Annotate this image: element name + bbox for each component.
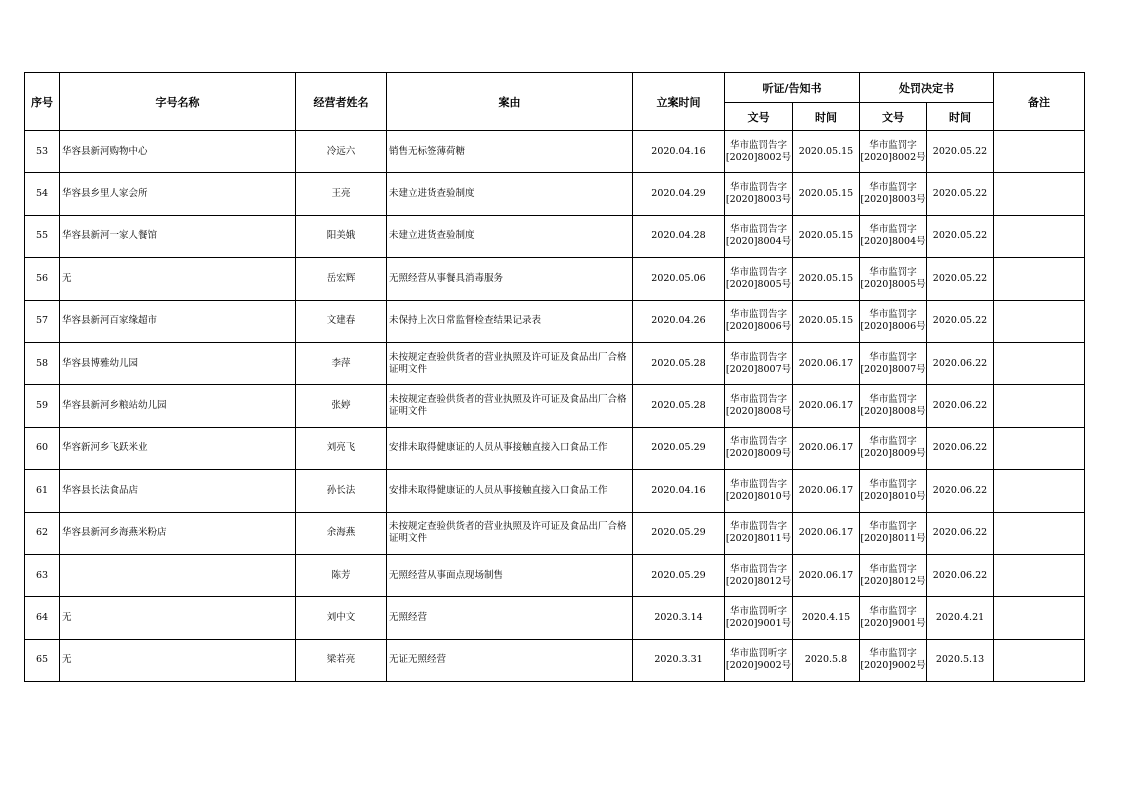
cell-operator: 刘亮飞 [296, 427, 387, 469]
cell-decision-time: 2020.05.22 [927, 215, 994, 257]
cell-notice-doc-no: 华市监罚告字[2020]8006号 [725, 300, 793, 342]
cell-cause: 未建立进货查验制度 [387, 173, 633, 215]
cell-filing-date: 2020.3.14 [633, 597, 725, 639]
cell-notice-doc-no: 华市监罚告字[2020]8007号 [725, 342, 793, 384]
cell-filing-date: 2020.05.06 [633, 258, 725, 300]
cell-remarks [994, 342, 1085, 384]
cell-remarks [994, 554, 1085, 596]
cell-operator: 冷远六 [296, 131, 387, 173]
cell-decision-doc-no: 华市监罚字[2020]9002号 [860, 639, 927, 681]
cell-name: 无 [60, 597, 296, 639]
cell-remarks [994, 427, 1085, 469]
cell-notice-doc-no: 华市监罚听字[2020]9002号 [725, 639, 793, 681]
header-penalty-decision: 处罚决定书 [860, 73, 994, 103]
cell-seq: 54 [25, 173, 60, 215]
cell-filing-date: 2020.05.29 [633, 427, 725, 469]
cell-decision-doc-no: 华市监罚字[2020]8011号 [860, 512, 927, 554]
cell-remarks [994, 215, 1085, 257]
cell-decision-time: 2020.05.22 [927, 131, 994, 173]
table-row [25, 300, 1085, 342]
cell-remarks [994, 173, 1085, 215]
cell-decision-time: 2020.05.22 [927, 258, 994, 300]
cell-decision-doc-no: 华市监罚字[2020]8002号 [860, 131, 927, 173]
cell-seq: 57 [25, 300, 60, 342]
cell-cause: 无照经营从事面点现场制售 [387, 554, 633, 596]
cell-filing-date: 2020.05.28 [633, 342, 725, 384]
table-row [25, 258, 1085, 300]
cell-notice-doc-no: 华市监罚告字[2020]8009号 [725, 427, 793, 469]
cell-notice-time: 2020.4.15 [793, 597, 860, 639]
cell-remarks [994, 258, 1085, 300]
cell-notice-time: 2020.05.15 [793, 300, 860, 342]
cell-seq: 64 [25, 597, 60, 639]
cell-notice-time: 2020.06.17 [793, 427, 860, 469]
cell-seq: 59 [25, 385, 60, 427]
table-row [25, 173, 1085, 215]
cell-cause: 未按规定查验供货者的营业执照及许可证及食品出厂合格证明文件 [387, 342, 633, 384]
cell-decision-doc-no: 华市监罚字[2020]8007号 [860, 342, 927, 384]
cell-notice-doc-no: 华市监罚听字[2020]9001号 [725, 597, 793, 639]
cell-notice-time: 2020.06.17 [793, 512, 860, 554]
cell-operator: 文建春 [296, 300, 387, 342]
header-name: 字号名称 [60, 73, 296, 131]
cell-notice-doc-no: 华市监罚告字[2020]8005号 [725, 258, 793, 300]
table-row [25, 554, 1085, 596]
cell-filing-date: 2020.04.28 [633, 215, 725, 257]
cell-cause: 销售无标签薄荷糖 [387, 131, 633, 173]
cell-name: 华容县博雅幼儿园 [60, 342, 296, 384]
header-hearing-notice: 听证/告知书 [725, 73, 860, 103]
cell-notice-time: 2020.05.15 [793, 131, 860, 173]
cell-decision-time: 2020.06.22 [927, 470, 994, 512]
table-row [25, 215, 1085, 257]
header-notice-doc-no: 文号 [725, 103, 793, 131]
cell-operator: 张婷 [296, 385, 387, 427]
cell-seq: 56 [25, 258, 60, 300]
cell-operator: 梁若亮 [296, 639, 387, 681]
table-row [25, 597, 1085, 639]
cell-decision-doc-no: 华市监罚字[2020]8003号 [860, 173, 927, 215]
header-decision-time: 时间 [927, 103, 994, 131]
cell-filing-date: 2020.3.31 [633, 639, 725, 681]
cell-notice-time: 2020.06.17 [793, 342, 860, 384]
cell-seq: 58 [25, 342, 60, 384]
cell-cause: 安排未取得健康证的人员从事接触直接入口食品工作 [387, 470, 633, 512]
cell-notice-doc-no: 华市监罚告字[2020]8010号 [725, 470, 793, 512]
cell-operator: 陈芳 [296, 554, 387, 596]
cell-remarks [994, 385, 1085, 427]
cell-cause: 未建立进货查验制度 [387, 215, 633, 257]
cell-notice-time: 2020.06.17 [793, 385, 860, 427]
cell-notice-time: 2020.05.15 [793, 258, 860, 300]
cell-filing-date: 2020.05.28 [633, 385, 725, 427]
cell-decision-doc-no: 华市监罚字[2020]8004号 [860, 215, 927, 257]
cell-name: 华容新河乡飞跃米业 [60, 427, 296, 469]
cell-remarks [994, 131, 1085, 173]
cell-name: 无 [60, 258, 296, 300]
cell-name: 华容县新河一家人餐馆 [60, 215, 296, 257]
cell-notice-time: 2020.05.15 [793, 173, 860, 215]
cell-decision-time: 2020.06.22 [927, 385, 994, 427]
table-row [25, 427, 1085, 469]
cell-decision-time: 2020.06.22 [927, 512, 994, 554]
cell-filing-date: 2020.04.29 [633, 173, 725, 215]
cell-decision-doc-no: 华市监罚字[2020]8009号 [860, 427, 927, 469]
cell-notice-doc-no: 华市监罚告字[2020]8002号 [725, 131, 793, 173]
cell-decision-doc-no: 华市监罚字[2020]8008号 [860, 385, 927, 427]
cell-notice-doc-no: 华市监罚告字[2020]8004号 [725, 215, 793, 257]
cell-decision-doc-no: 华市监罚字[2020]8005号 [860, 258, 927, 300]
cell-decision-doc-no: 华市监罚字[2020]9001号 [860, 597, 927, 639]
cell-filing-date: 2020.04.16 [633, 131, 725, 173]
cell-name: 华容县新河百家缘超市 [60, 300, 296, 342]
table-row [25, 512, 1085, 554]
penalty-record-table [24, 72, 1085, 682]
cell-notice-time: 2020.06.17 [793, 554, 860, 596]
cell-cause: 无照经营从事餐具消毒服务 [387, 258, 633, 300]
cell-cause: 未按规定查验供货者的营业执照及许可证及食品出厂合格证明文件 [387, 512, 633, 554]
cell-name: 华容县新河乡海燕米粉店 [60, 512, 296, 554]
cell-notice-time: 2020.06.17 [793, 470, 860, 512]
cell-remarks [994, 512, 1085, 554]
cell-seq: 62 [25, 512, 60, 554]
header-remarks: 备注 [994, 73, 1085, 131]
cell-decision-doc-no: 华市监罚字[2020]8010号 [860, 470, 927, 512]
cell-name: 华容县乡里人家会所 [60, 173, 296, 215]
cell-cause: 无证无照经营 [387, 639, 633, 681]
cell-name: 华容县长法食品店 [60, 470, 296, 512]
cell-seq: 61 [25, 470, 60, 512]
header-operator: 经营者姓名 [296, 73, 387, 131]
cell-seq: 65 [25, 639, 60, 681]
cell-operator: 王亮 [296, 173, 387, 215]
cell-filing-date: 2020.05.29 [633, 512, 725, 554]
table-row [25, 639, 1085, 681]
cell-operator: 李萍 [296, 342, 387, 384]
cell-remarks [994, 639, 1085, 681]
cell-notice-doc-no: 华市监罚告字[2020]8012号 [725, 554, 793, 596]
cell-notice-time: 2020.05.15 [793, 215, 860, 257]
cell-decision-doc-no: 华市监罚字[2020]8006号 [860, 300, 927, 342]
header-cause: 案由 [387, 73, 633, 131]
cell-name [60, 554, 296, 596]
cell-remarks [994, 597, 1085, 639]
cell-seq: 55 [25, 215, 60, 257]
cell-seq: 60 [25, 427, 60, 469]
cell-decision-time: 2020.5.13 [927, 639, 994, 681]
header-notice-time: 时间 [793, 103, 860, 131]
header-seq: 序号 [25, 73, 60, 131]
cell-filing-date: 2020.04.26 [633, 300, 725, 342]
cell-cause: 未按规定查验供货者的营业执照及许可证及食品出厂合格证明文件 [387, 385, 633, 427]
cell-notice-time: 2020.5.8 [793, 639, 860, 681]
cell-name: 华容县新河购物中心 [60, 131, 296, 173]
table-row [25, 342, 1085, 384]
cell-cause: 无照经营 [387, 597, 633, 639]
cell-decision-time: 2020.4.21 [927, 597, 994, 639]
cell-name: 无 [60, 639, 296, 681]
table-row [25, 470, 1085, 512]
cell-remarks [994, 300, 1085, 342]
cell-cause: 未保持上次日常监督检查结果记录表 [387, 300, 633, 342]
cell-decision-time: 2020.05.22 [927, 173, 994, 215]
cell-operator: 孙长法 [296, 470, 387, 512]
cell-remarks [994, 470, 1085, 512]
cell-operator: 余海燕 [296, 512, 387, 554]
cell-decision-time: 2020.06.22 [927, 554, 994, 596]
header-decision-doc-no: 文号 [860, 103, 927, 131]
cell-notice-doc-no: 华市监罚告字[2020]8011号 [725, 512, 793, 554]
table-row [25, 131, 1085, 173]
cell-notice-doc-no: 华市监罚告字[2020]8008号 [725, 385, 793, 427]
cell-decision-time: 2020.05.22 [927, 300, 994, 342]
header-filing-date: 立案时间 [633, 73, 725, 131]
cell-filing-date: 2020.04.16 [633, 470, 725, 512]
cell-cause: 安排未取得健康证的人员从事接触直接入口食品工作 [387, 427, 633, 469]
cell-operator: 阳美娥 [296, 215, 387, 257]
cell-name: 华容县新河乡粮站幼儿园 [60, 385, 296, 427]
cell-decision-doc-no: 华市监罚字[2020]8012号 [860, 554, 927, 596]
cell-filing-date: 2020.05.29 [633, 554, 725, 596]
cell-notice-doc-no: 华市监罚告字[2020]8003号 [725, 173, 793, 215]
cell-decision-time: 2020.06.22 [927, 427, 994, 469]
cell-operator: 刘中文 [296, 597, 387, 639]
cell-operator: 岳宏辉 [296, 258, 387, 300]
cell-decision-time: 2020.06.22 [927, 342, 994, 384]
cell-seq: 63 [25, 554, 60, 596]
table-row [25, 385, 1085, 427]
cell-seq: 53 [25, 131, 60, 173]
